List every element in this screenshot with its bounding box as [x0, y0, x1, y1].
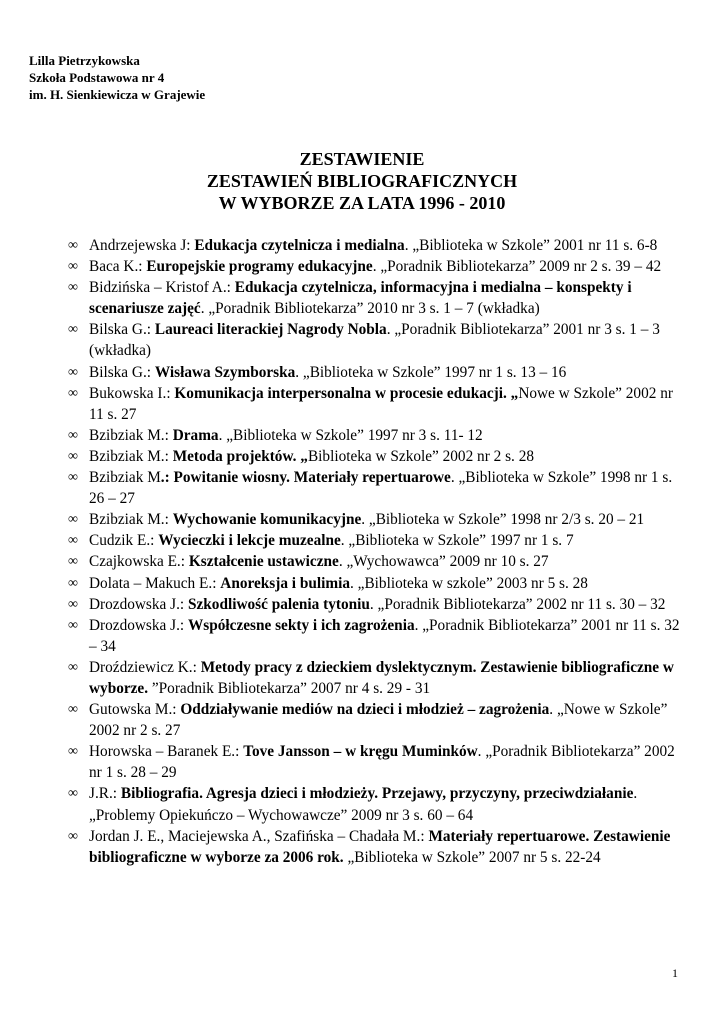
infinity-bullet-icon: ∞ — [68, 280, 78, 296]
entry-source: . „Biblioteka w Szkole” 1997 nr 1 s. 13 – 16 — [295, 363, 567, 381]
infinity-bullet-icon: ∞ — [68, 427, 78, 443]
bibliography-entry — [68, 741, 688, 783]
entry-title: Anoreksja i bulimia — [220, 574, 351, 592]
entry-source: . „Biblioteka w Szkole” 2001 nr 11 s. 6-8 — [404, 237, 658, 254]
entry-author: Bilska G.: — [89, 321, 155, 339]
entry-title: Metoda projektów. „ — [172, 447, 308, 465]
entry-source: . „Nowe w Szkole” 2002 nr 2 s. 27 — [89, 701, 668, 740]
bibliography-entry — [68, 425, 688, 446]
entry-author: Bilska G.: — [89, 363, 155, 381]
entry-text — [89, 532, 574, 549]
entry-title: Wycieczki i lekcje muzealne — [158, 532, 341, 550]
infinity-bullet-icon: ∞ — [68, 364, 78, 380]
entry-author: Cudzik E.: — [89, 532, 159, 550]
author-block — [29, 52, 205, 103]
entry-text — [89, 659, 674, 697]
entry-title: Drama — [172, 426, 219, 444]
entry-source: . „Poradnik Bibliotekarza” 2001 nr 3 s. 1 – 3 (wkładka) — [89, 321, 660, 360]
entry-author: Drozdowska J.: — [89, 616, 188, 634]
bibliography-entry — [68, 362, 688, 383]
infinity-bullet-icon: ∞ — [68, 385, 78, 401]
title-line-3: W WYBORZE ZA LATA 1996 - 2010 — [218, 193, 506, 213]
bibliography-entry — [68, 615, 688, 657]
bibliography-entry — [68, 573, 688, 594]
entry-title: Edukacja czytelnicza i medialna — [194, 237, 405, 254]
infinity-bullet-icon: ∞ — [68, 786, 78, 802]
entry-title: Edukacja czytelnicza, informacyjna i medialna – konspekty i scenariusze zajęć — [89, 279, 632, 318]
infinity-bullet-icon: ∞ — [68, 702, 78, 718]
entry-text — [89, 279, 632, 317]
infinity-bullet-icon: ∞ — [68, 533, 78, 549]
entry-source: . „Poradnik Bibliotekarza” 2010 nr 3 s. 1 – 7 (wkładka) — [200, 300, 540, 318]
entry-author: J.R.: — [89, 785, 121, 803]
entry-author: Horowska – Baranek E.: — [89, 743, 244, 761]
infinity-bullet-icon: ∞ — [68, 238, 78, 253]
bibliography-entry — [68, 319, 688, 361]
entry-author: Andrzejewska J: — [89, 237, 195, 254]
infinity-bullet-icon: ∞ — [68, 596, 78, 612]
entry-text — [89, 785, 637, 823]
entry-author: Droździewicz K.: — [89, 658, 201, 676]
entry-text — [89, 617, 680, 655]
bibliography-entry — [68, 594, 688, 615]
entry-source: . „Poradnik Bibliotekarza” 2001 nr 11 s. 32 – 34 — [89, 616, 680, 655]
entry-text — [89, 553, 549, 570]
entry-author: Bzibziak M.: — [89, 511, 173, 529]
entry-source: . „Poradnik Bibliotekarza” 2009 nr 2 s. 39 – 42 — [372, 258, 662, 276]
entry-title: Współczesne sekty i ich zagrożenia — [188, 616, 415, 634]
entry-text — [89, 701, 667, 739]
entry-text — [89, 511, 644, 528]
entry-author: Bidzińska – Kristof A.: — [89, 279, 235, 297]
entry-text — [89, 448, 534, 465]
title-line-1: ZESTAWIENIE — [299, 149, 425, 169]
bibliography-entry — [68, 467, 688, 509]
bibliography-list — [68, 235, 688, 868]
entry-text — [89, 385, 673, 423]
infinity-bullet-icon: ∞ — [68, 470, 78, 486]
bibliography-entry — [68, 699, 688, 741]
bibliography-entry — [68, 446, 688, 467]
infinity-bullet-icon: ∞ — [68, 512, 78, 528]
title-line-2: ZESTAWIEŃ BIBLIOGRAFICZNYCH — [206, 171, 518, 191]
school-patron: im. H. Sienkiewicza w Grajewie — [29, 87, 206, 102]
entry-source: . „Biblioteka w Szkole” 1998 nr 1 s. 26 – 27 — [89, 469, 673, 508]
entry-source: Nowe w Szkole” 2002 nr 11 s. 27 — [89, 384, 673, 423]
entry-source: Biblioteka w Szkole” 2002 nr 2 s. 28 — [307, 447, 534, 465]
entry-text — [89, 469, 672, 507]
entry-author: Jordan J. E., Maciejewska A., Szafińska – Chadała M.: — [89, 827, 429, 845]
bibliography-entry — [68, 235, 688, 256]
bibliography-entry — [68, 826, 688, 868]
entry-source: . „Biblioteka w Szkole” 1998 nr 2/3 s. 20 – 21 — [361, 511, 645, 529]
bibliography-entry — [68, 277, 688, 319]
entry-source: . „Poradnik Bibliotekarza” 2002 nr 1 s. 28 – 29 — [89, 743, 675, 782]
page-number: 1 — [672, 966, 678, 980]
entry-source: ”Poradnik Bibliotekarza” 2007 nr 4 s. 29 - 31 — [148, 679, 431, 697]
entry-title: Komunikacja interpersonalna w procesie edukacji. „ — [174, 384, 519, 402]
entry-author: Dolata – Makuch E.: — [89, 574, 221, 592]
entry-text — [89, 258, 661, 275]
entry-source: . „Poradnik Bibliotekarza” 2002 nr 11 s. 30 – 32 — [369, 595, 666, 613]
entry-author: Drozdowska J.: — [89, 595, 188, 613]
entry-author: Bzibziak M.: — [89, 426, 173, 444]
entry-title: Bibliografia. Agresja dzieci i młodzieży. Przejawy, przyczyny, przeciwdziałanie — [120, 785, 634, 803]
entry-title: .: Powitanie wiosny. Materiały repertuarowe — [160, 469, 451, 487]
entry-text — [89, 237, 657, 254]
entry-source: . „Biblioteka w szkole” 2003 nr 5 s. 28 — [350, 574, 588, 592]
infinity-bullet-icon: ∞ — [68, 448, 78, 464]
entry-title: Tove Jansson – w kręgu Muminków — [243, 743, 478, 761]
infinity-bullet-icon: ∞ — [68, 554, 78, 570]
entry-author: Bzibziak M — [89, 469, 161, 487]
entry-title: Europejskie programy edukacyjne — [146, 258, 373, 276]
entry-source: „Biblioteka w Szkole” 2007 nr 5 s. 22-24 — [343, 848, 601, 866]
entry-title: Materiały repertuarowe. Zestawienie bibliograficzne w wyborze za 2006 rok. — [89, 827, 671, 866]
entry-title: Metody pracy z dzieckiem dyslektycznym. Zestawienie bibliograficzne w wyborze. — [89, 658, 674, 697]
entry-title: Oddziaływanie mediów na dzieci i młodzież – zagrożenia — [180, 701, 550, 719]
entry-title: Laureaci literackiej Nagrody Nobla — [154, 321, 387, 339]
entry-text — [89, 364, 566, 381]
infinity-bullet-icon: ∞ — [68, 659, 78, 675]
entry-title: Wychowanie komunikacyjne — [172, 511, 362, 529]
infinity-bullet-icon: ∞ — [68, 322, 78, 338]
entry-source: . „Wychowawca” 2009 nr 10 s. 27 — [338, 553, 549, 571]
entry-text — [89, 321, 660, 359]
infinity-bullet-icon: ∞ — [68, 617, 78, 633]
bibliography-entry — [68, 657, 688, 699]
entry-title: Kształcenie ustawiczne — [188, 553, 339, 571]
document-title — [0, 148, 724, 214]
entry-text — [89, 427, 483, 444]
entry-text — [89, 596, 665, 613]
entry-text — [89, 575, 588, 592]
bibliography-entry — [68, 383, 688, 425]
infinity-bullet-icon: ∞ — [68, 744, 78, 760]
entry-author: Czajkowska E.: — [89, 553, 189, 571]
entry-text — [89, 743, 675, 781]
bibliography-entry — [68, 509, 688, 530]
infinity-bullet-icon: ∞ — [68, 828, 78, 844]
entry-title: Szkodliwość palenia tytoniu — [188, 595, 370, 613]
entry-author: Baca K.: — [89, 258, 147, 276]
entry-author: Bzibziak M.: — [89, 447, 173, 465]
bibliography-entry — [68, 783, 688, 825]
bibliography-entry — [68, 530, 688, 551]
infinity-bullet-icon: ∞ — [68, 575, 78, 591]
entry-source: . „Problemy Opiekuńczo – Wychowawcze” 2009 nr 3 s. 60 – 64 — [89, 785, 638, 824]
entry-title: Wisława Szymborska — [154, 363, 296, 381]
infinity-bullet-icon: ∞ — [68, 259, 78, 275]
entry-author: Gutowska M.: — [89, 701, 181, 719]
entry-source: . „Biblioteka w Szkole” 1997 nr 3 s. 11- 12 — [218, 426, 483, 444]
entry-text — [89, 828, 670, 866]
bibliography-entry — [68, 551, 688, 572]
school-name: Szkoła Podstawowa nr 4 — [29, 70, 165, 85]
author-name: Lilla Pietrzykowska — [29, 53, 140, 68]
bibliography-entry — [68, 256, 688, 277]
entry-author: Bukowska I.: — [89, 384, 175, 402]
entry-source: . „Biblioteka w Szkole” 1997 nr 1 s. 7 — [340, 532, 574, 550]
